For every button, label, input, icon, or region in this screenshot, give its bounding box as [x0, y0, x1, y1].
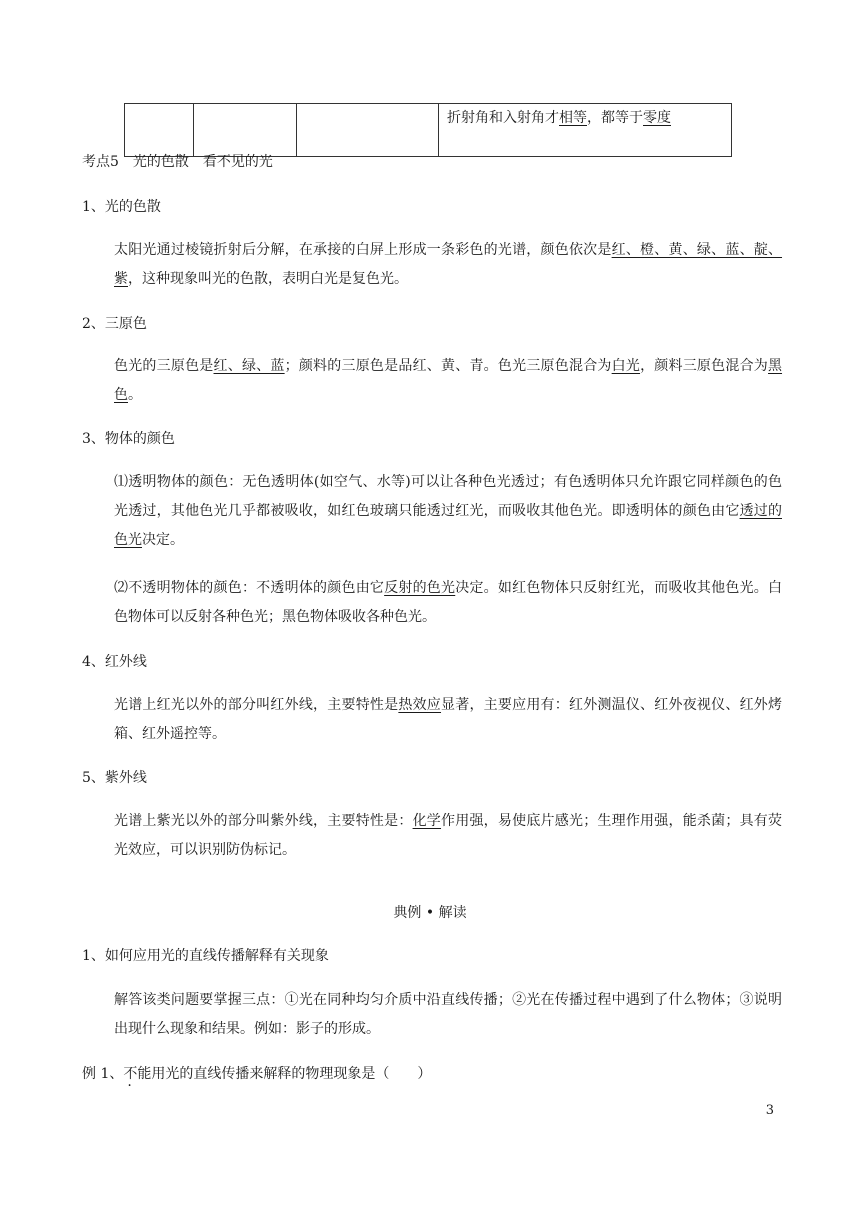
table-cell — [194, 104, 297, 157]
para-dispersion: 太阳光通过棱镜折射后分解，在承接的白屏上形成一条彩色的光谱，颜色依次是红、橙、黄、绿、蓝、靛、紫，这种现象叫光的色散，表明白光是复色光。 — [114, 242, 783, 287]
section-title: 考点5 光的色散 看不见的光 — [82, 154, 273, 170]
para-transparent: ⑴透明物体的颜色：无色透明体(如空气、水等)可以让各种色光透过；有色透明体只允许跟它同样颜色的色光透过，其他色光几乎都被吸收，如红色玻璃只能透过红光，而吸收其他色光。即透明体的颜色由它透过的色光决定。 — [114, 474, 782, 548]
heading-ultraviolet: 5、紫外线 — [82, 770, 147, 786]
table-cell — [125, 104, 194, 157]
example-1-question: 例 1、不能用光的直线传播来解释的物理现象是（ ） — [82, 1066, 432, 1082]
table-fragment — [124, 103, 732, 157]
table-cell — [297, 104, 439, 157]
para-ultraviolet: 光谱上紫光以外的部分叫紫外线，主要特性是：化学作用强，易使底片感光；生理作用强，能杀菌；具有荧光效应，可以识别防伪标记。 — [114, 813, 783, 858]
page-number: 3 — [765, 1103, 774, 1118]
heading-dispersion: 1、光的色散 — [82, 199, 161, 215]
para-infrared: 光谱上红光以外的部分叫红外线，主要特性是热效应显著，主要应用有：红外测温仪、红外夜视仪、红外烤箱、红外遥控等。 — [114, 697, 783, 742]
heading-object-color: 3、物体的颜色 — [82, 431, 175, 447]
table-row — [125, 104, 732, 157]
heading-infrared: 4、红外线 — [82, 654, 147, 670]
heading-primary-colors: 2、三原色 — [82, 316, 147, 332]
para-example-topic: 解答该类问题要掌握三点：①光在同种均匀介质中沿直线传播；②光在传播过程中遇到了什么物体；③说明出现什么现象和结果。例如：影子的形成。 — [114, 992, 782, 1037]
table-cell-text: 折射角和入射角才相等，都等于零度 — [439, 104, 732, 157]
examples-title: 典例 • 解读 — [393, 905, 467, 921]
heading-example-topic: 1、如何应用光的直线传播解释有关现象 — [82, 948, 329, 964]
para-opaque: ⑵不透明物体的颜色：不透明体的颜色由它反射的色光决定。如红色物体只反射红光，而吸收其他色光。白色物体可以反射各种色光；黑色物体吸收各种色光。 — [114, 580, 783, 625]
para-primary-colors: 色光的三原色是红、绿、蓝；颜料的三原色是品红、黄、青。色光三原色混合为白光，颜料三原色混合为黑色。 — [114, 358, 783, 403]
